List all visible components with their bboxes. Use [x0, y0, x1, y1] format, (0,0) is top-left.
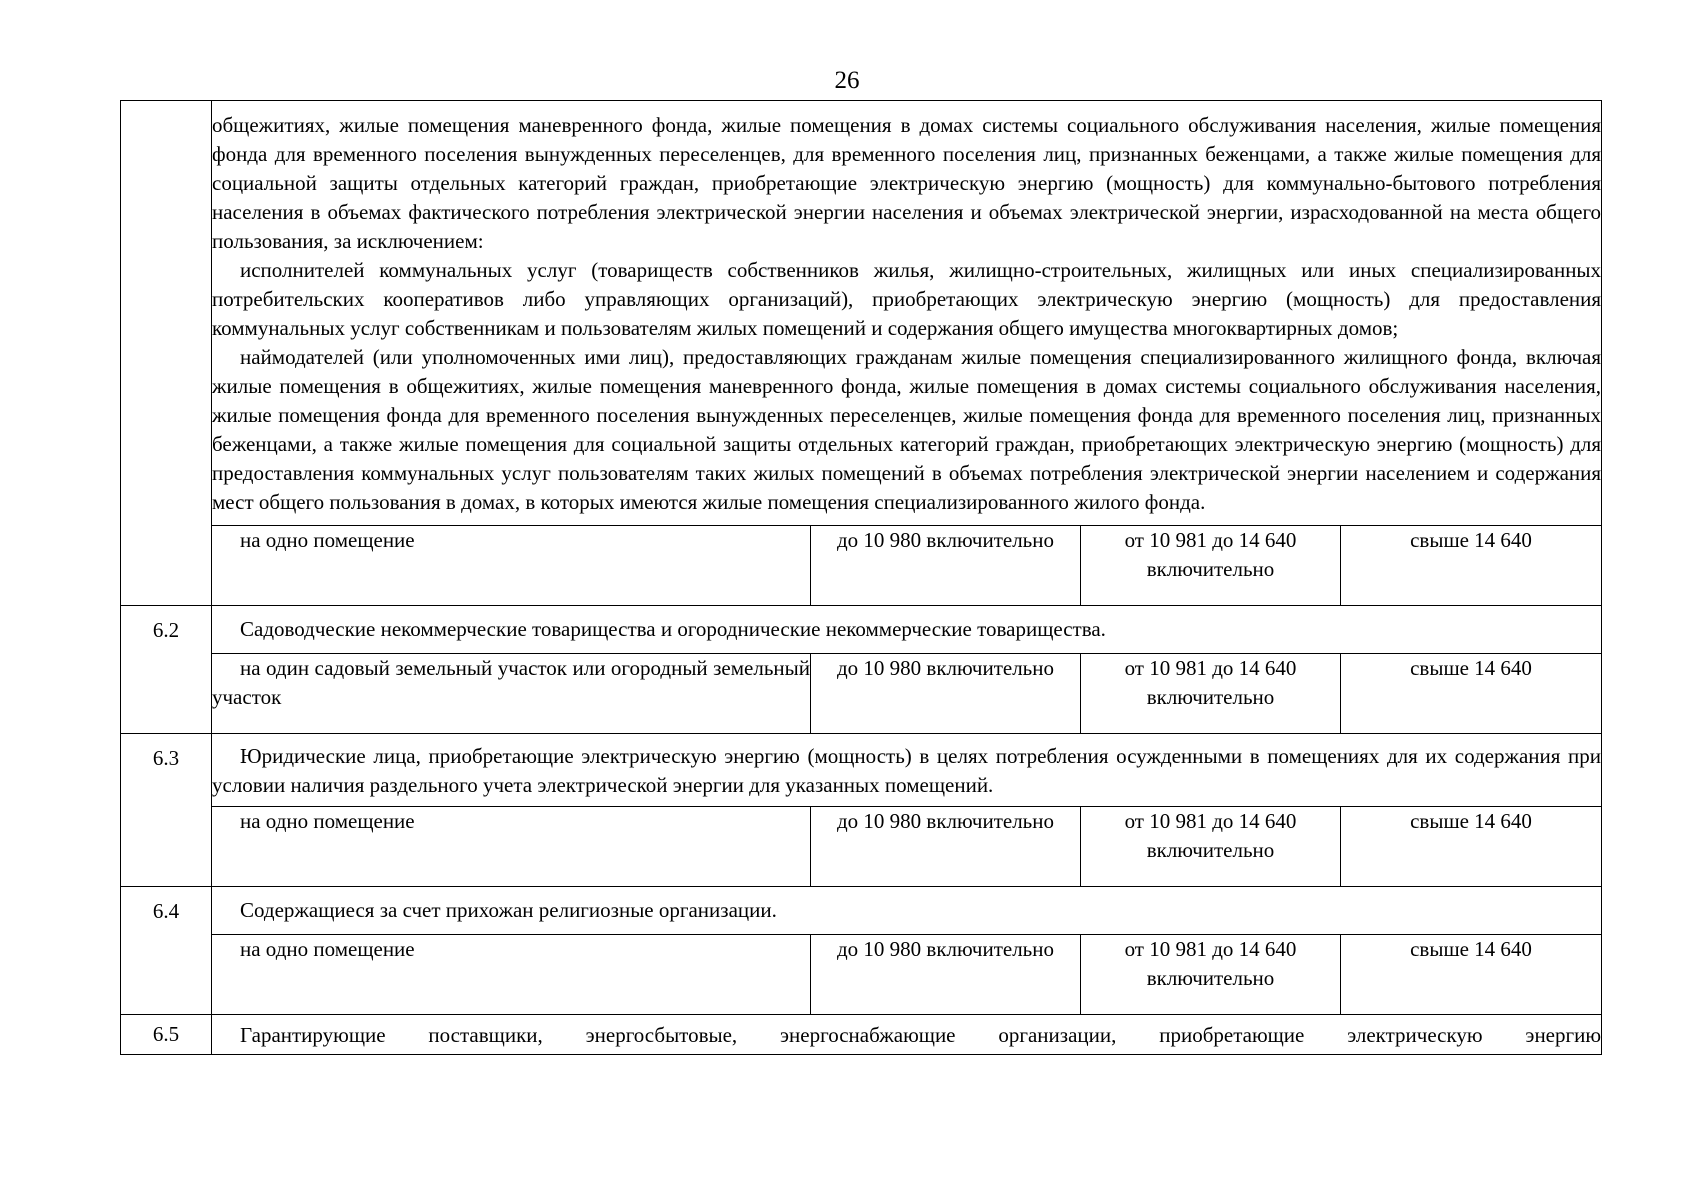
- unit-cell: [212, 654, 811, 734]
- row-description: [212, 606, 1602, 654]
- range-low-cell: до 10 980 включительно: [811, 654, 1081, 734]
- range-mid-cell: от 10 981 до 14 640 включительно: [1081, 654, 1341, 734]
- unit-label: на один садовый земельный участок или огородный земельный участок: [212, 656, 810, 709]
- unit-cell: [212, 526, 811, 606]
- paragraph: Содержащиеся за счет прихожан религиозные организации.: [240, 898, 777, 922]
- paragraph: исполнителей коммунальных услуг (товариществ собственников жилья, жилищно-строительных, жилищных или иных специализированных потребительских кооперативов либо управляющих организаций), приобретающих электрическую энергию (мощность) для предоставления коммунальных услуг собственникам и пользователям жилых помещений и содержания общего имущества многоквартирных домов;: [212, 258, 1602, 340]
- table-row: [121, 807, 1602, 887]
- table-row: [121, 654, 1602, 734]
- range-high-cell: свыше 14 640: [1341, 654, 1602, 734]
- paragraph: общежитиях, жилые помещения маневренного фонда, жилые помещения в домах системы социального обслуживания населения, жилые помещения фонда для временного поселения вынужденных переселенцев, для временного поселения лиц, признанных беженцами, а также жилые помещения для социальной защиты отдельных категорий граждан, приобретающие электрическую энергию (мощность) для коммунально-бытового потребления населения в объемах фактического потребления электрической энергии населения и объемах электрической энергии, израсходованной на места общего пользования, за исключением:: [212, 113, 1602, 253]
- unit-cell: [212, 935, 811, 1015]
- unit-label: на одно помещение: [240, 809, 415, 833]
- table-row: [121, 606, 1602, 654]
- range-high-cell: свыше 14 640: [1341, 807, 1602, 887]
- row-description: [212, 887, 1602, 935]
- table-row: [121, 526, 1602, 606]
- table-row: [121, 734, 1602, 807]
- table-row: [121, 887, 1602, 935]
- paragraph: наймодателей (или уполномоченных ими лиц), предоставляющих гражданам жилые помещения специализированного жилищного фонда, включая жилые помещения в общежитиях, жилые помещения маневренного фонда, жилые помещения в домах системы социального обслуживания населения, жилые помещения фонда для временного поселения вынужденных переселенцев, жилые помещения фонда для временного поселения лиц, признанных беженцами, а также жилые помещения для социальной защиты отдельных категорий граждан, приобретающих электрическую энергию (мощность) для предоставления коммунальных услуг пользователям таких жилых помещений в объемах потребления электрической энергии населением и содержания мест общего пользования в домах, в которых имеются жилые помещения специализированного жилого фонда.: [212, 345, 1602, 514]
- row-description: [212, 734, 1602, 807]
- paragraph: Садоводческие некоммерческие товарищества и огороднические некоммерческие товарищества.: [240, 617, 1106, 641]
- tariff-table: [120, 100, 1602, 1055]
- row-number: 6.5: [152, 1022, 180, 1046]
- row-number-cell: [121, 887, 212, 1015]
- range-high-cell: свыше 14 640: [1341, 526, 1602, 606]
- range-low-cell: до 10 980 включительно: [811, 526, 1081, 606]
- unit-label: на одно помещение: [240, 528, 415, 552]
- row-number-cell: [121, 734, 212, 887]
- page-number: 26: [834, 67, 860, 94]
- table-row: [121, 101, 1602, 526]
- unit-cell: [212, 807, 811, 887]
- unit-label: на одно помещение: [240, 937, 415, 961]
- row-description: [212, 1015, 1602, 1055]
- row-number-cell: [121, 606, 212, 734]
- table-row: [121, 1015, 1602, 1055]
- range-low-cell: до 10 980 включительно: [811, 807, 1081, 887]
- row-number-cell: [121, 1015, 212, 1055]
- range-mid-cell: от 10 981 до 14 640 включительно: [1081, 935, 1341, 1015]
- row-number: 6.4: [152, 899, 180, 923]
- range-low-cell: до 10 980 включительно: [811, 935, 1081, 1015]
- range-mid-cell: от 10 981 до 14 640 включительно: [1081, 807, 1341, 887]
- paragraph: Гарантирующие поставщики, энергосбытовые, энергоснабжающие организации, приобретающие электрическую энергию: [240, 1023, 1602, 1047]
- row-number: 6.3: [152, 746, 180, 770]
- table-row: [121, 935, 1602, 1015]
- range-mid-cell: от 10 981 до 14 640 включительно: [1081, 526, 1341, 606]
- paragraph: Юридические лица, приобретающие электрическую энергию (мощность) в целях потребления осужденными в помещениях для их содержания при условии наличия раздельного учета электрической энергии для указанных помещений.: [212, 744, 1602, 797]
- range-high-cell: свыше 14 640: [1341, 935, 1602, 1015]
- row-number: 6.2: [152, 618, 180, 642]
- row-description: [212, 101, 1602, 526]
- row-number-cell: [121, 101, 212, 606]
